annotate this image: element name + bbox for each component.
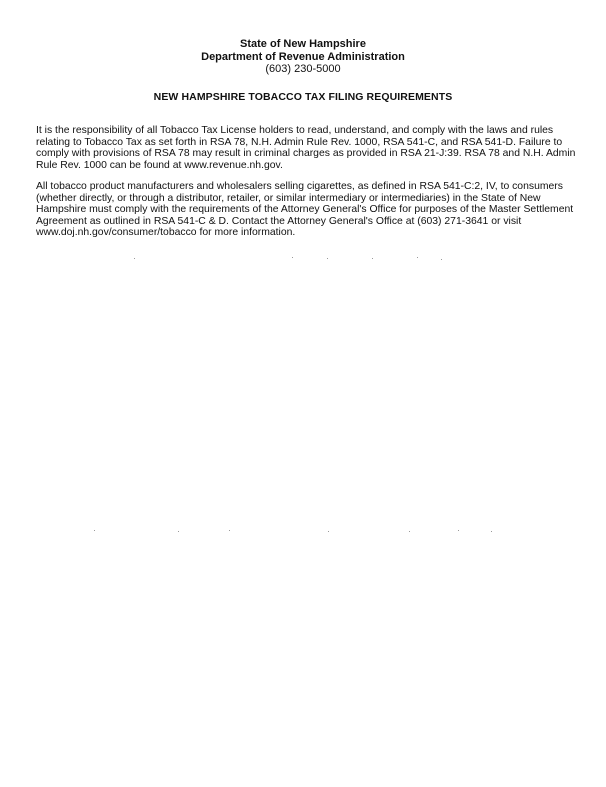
scan-speck <box>134 258 135 259</box>
scan-speck <box>441 259 442 260</box>
letterhead <box>0 38 606 76</box>
scan-speck <box>327 258 328 259</box>
scan-speck <box>328 531 329 532</box>
scan-speck <box>458 530 459 531</box>
scan-speck <box>417 257 418 258</box>
scan-speck <box>292 257 293 258</box>
scan-speck <box>372 258 373 259</box>
paragraph-license-responsibility: It is the responsibility of all Tobacco Tax License holders to read, understand, and comply with the laws and rules relating to Tobacco Tax as set forth in RSA 78, N.H. Admin Rule Rev. 1000, RSA 541-C, and RSA 541-D. Failure to comply with provisions of RSA 78 may result in criminal charges as provided in RSA 21-J:39. RSA 78 and N.H. Admin Rule Rev. 1000 can be found at www.revenue.nh.gov. <box>36 125 576 171</box>
phone-number: (603) 230-5000 <box>265 63 341 75</box>
document-title: NEW HAMPSHIRE TOBACCO TAX FILING REQUIREMENTS <box>153 91 453 103</box>
department-name: Department of Revenue Administration <box>201 50 405 63</box>
state-name: State of New Hampshire <box>240 38 366 50</box>
scan-speck <box>178 531 179 532</box>
scan-speck <box>94 530 95 531</box>
scan-speck <box>229 530 230 531</box>
scan-speck <box>409 531 410 532</box>
scan-speck <box>491 531 492 532</box>
paragraph-master-settlement: All tobacco product manufacturers and wholesalers selling cigarettes, as defined in RSA 541-C:2, IV, to consumers (whether directly, or through a distributor, retailer, or similar intermediary or intermediaries) in the State of New Hampshire must comply with the requirements of the Attorney General's Office for purposes of the Master Settlement Agreement as outlined in RSA 541-C & D. Contact the Attorney General's Office at (603) 271-3641 or visit www.doj.nh.gov/consumer/tobacco for more information. <box>36 181 574 239</box>
